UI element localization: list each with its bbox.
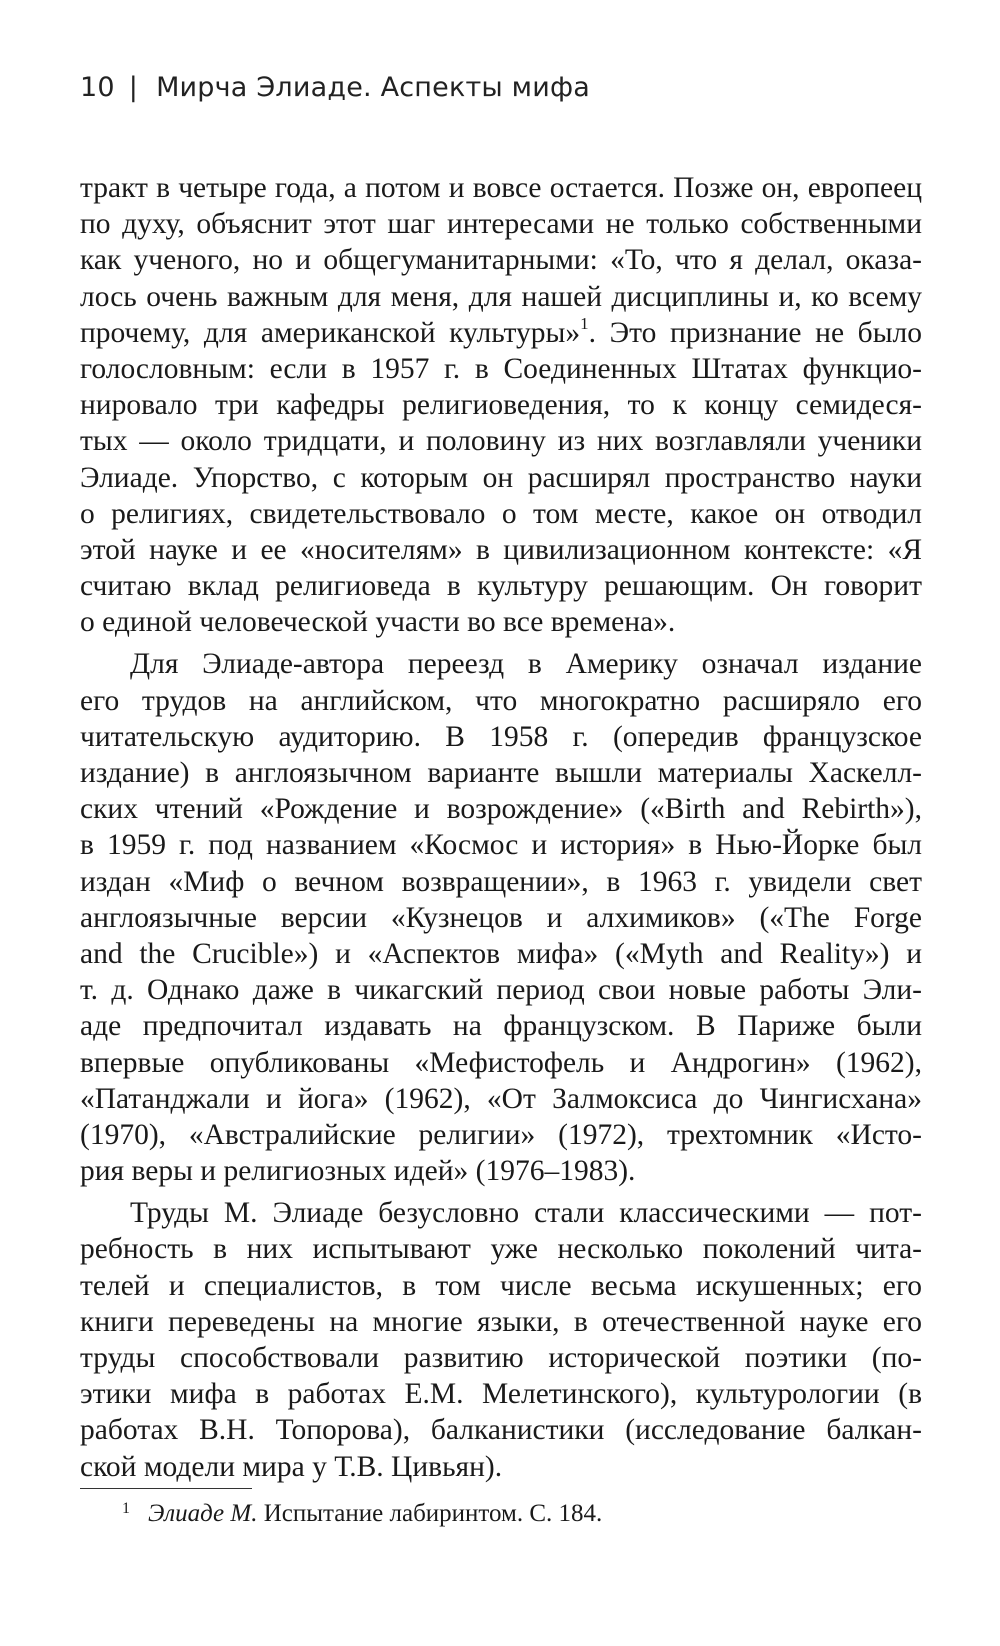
book-title: Мирча Элиаде. Аспекты мифа bbox=[156, 72, 591, 103]
text-line: аде предпочитал издавать на французском. В Париже были bbox=[80, 1010, 922, 1043]
text-line: этики мифа в работах Е.М. Мелетинского), культурологии (в bbox=[80, 1378, 922, 1411]
text-line: о единой человеческой участи во все времена». bbox=[80, 606, 676, 639]
text-line: телей и специалистов, в том числе весьма искушенных; его bbox=[80, 1269, 922, 1302]
text-line: рия веры и религиозных идей» (1976–1983). bbox=[80, 1155, 636, 1188]
footnote-author: Элиаде М. bbox=[148, 1500, 258, 1527]
footnote-divider bbox=[80, 1488, 252, 1489]
text-line: издан «Миф о вечном возвращении», в 1963 г. увидели свет bbox=[80, 865, 922, 898]
text-line: труды способствовали развитию исторической поэтики (по- bbox=[80, 1342, 922, 1374]
text-line: этой науке и ее «носителям» в цивилизационном контексте: «Я bbox=[80, 533, 922, 566]
text-line: лось очень важным для меня, для нашей дисциплины и, ко всему bbox=[80, 280, 922, 313]
text-line: «Патанджали и йога» (1962), «От Залмоксиса до Чингисхана» bbox=[80, 1082, 922, 1115]
text-line: Элиаде. Упорство, с которым он расширял пространство науки bbox=[80, 461, 922, 494]
text-line: о религиях, свидетельствовало о том месте, какое он отводил bbox=[80, 497, 922, 530]
running-head bbox=[80, 72, 590, 103]
body-text bbox=[80, 170, 922, 1485]
text-line: ребность в них испытывают уже несколько поколений чита- bbox=[80, 1233, 922, 1266]
footnote bbox=[80, 1500, 922, 1528]
text-line-end: . Это признание не было bbox=[588, 316, 922, 349]
text-line: Для Элиаде-автора переезд в Америку означал издание bbox=[130, 648, 922, 681]
footnote-reference: 1 bbox=[580, 313, 589, 333]
text-line-start: прочему, для американской культуры» bbox=[80, 316, 581, 349]
page-number: 10 bbox=[80, 72, 115, 103]
footnote-mark: 1 bbox=[122, 1500, 130, 1517]
text-line: тых — около тридцати, и половину из них возглавляли ученики bbox=[80, 425, 922, 458]
text-line: англоязычные версии «Кузнецов и алхимиков» («The Forge bbox=[80, 901, 922, 934]
text-line: тракт в четыре года, а потом и вовсе остается. Позже он, европеец bbox=[80, 172, 922, 204]
header-separator: | bbox=[128, 72, 139, 103]
text-line: впервые опубликованы «Мефистофель и Андрогин» (1962), bbox=[80, 1046, 922, 1079]
text-line bbox=[80, 315, 922, 351]
text-line: по духу, объяснит этот шаг интересами не только собственными bbox=[80, 208, 922, 241]
text-line: (1970), «Австралийские религии» (1972), трехтомник «Исто- bbox=[80, 1118, 922, 1151]
text-line: голословным: если в 1957 г. в Соединенных Штатах функцио- bbox=[80, 352, 922, 385]
text-line: т. д. Однако даже в чикагский период свои новые работы Эли- bbox=[80, 974, 922, 1007]
text-line: в 1959 г. под названием «Космос и история» в Нью-Йорке был bbox=[80, 829, 922, 862]
text-line: and the Crucible») и «Аспектов мифа» («Myth and Reality») и bbox=[80, 937, 922, 970]
text-line: книги переведены на многие языки, в отечественной науке его bbox=[80, 1305, 922, 1338]
text-line: читательскую аудиторию. В 1958 г. (опередив французское bbox=[80, 720, 922, 753]
text-line: издание) в англоязычном варианте вышли материалы Хаскелл- bbox=[80, 757, 922, 789]
text-line: нировало три кафедры религиоведения, то к концу семидеся- bbox=[80, 389, 922, 422]
text-line: считаю вклад религиоведа в культуру решающим. Он говорит bbox=[80, 570, 922, 603]
footnote-text: Испытание лабиринтом. С. 184. bbox=[257, 1500, 603, 1527]
text-line: работах В.Н. Топорова), балканистики (исследование балкан- bbox=[80, 1414, 922, 1447]
text-line: его трудов на английском, что многократно расширяло его bbox=[80, 684, 922, 717]
text-line: ских чтений «Рождение и возрождение» («Birth and Rebirth»), bbox=[80, 793, 922, 826]
text-line: ской модели мира у Т.В. Цивьян). bbox=[80, 1450, 503, 1483]
text-line: как ученого, но и общегуманитарными: «То, что я делал, оказа- bbox=[80, 244, 922, 277]
text-line: Труды М. Элиаде безусловно стали классическими — пот- bbox=[130, 1197, 922, 1230]
